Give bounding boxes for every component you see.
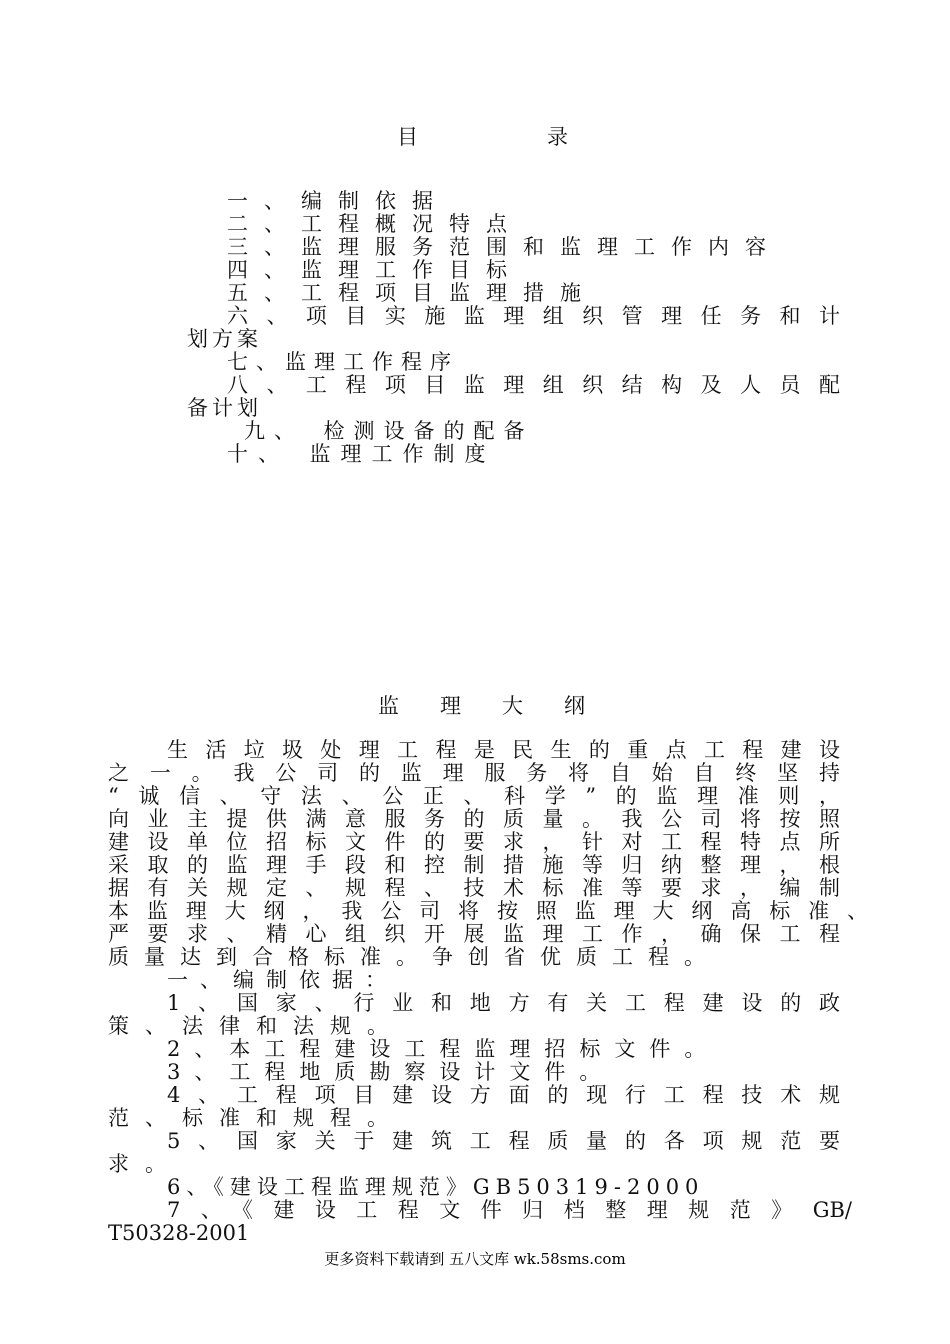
toc-item: 备计划 (187, 396, 262, 420)
paragraph-line: 生活垃圾处理工程是民生的重点工程建设 (167, 738, 840, 762)
outline-title: 监 理 大 纲 (378, 694, 595, 718)
toc-item: 四、监理工作目标 (227, 258, 523, 282)
basis-line: 7、《建设工程文件归档整理规范》GB/ (167, 1198, 852, 1222)
basis-line: 1、国家、行业和地方有关工程建设的政 (167, 991, 840, 1015)
toc-item: 十、 监理工作制度 (227, 442, 496, 466)
toc-title: 目 录 (397, 125, 572, 149)
basis-line: T50328-2001 (108, 1221, 250, 1245)
toc-item: 六、项目实施监理组织管理任务和计 (227, 304, 840, 328)
basis-line: 4、工程项目建设方面的现行工程技术规 (167, 1083, 840, 1107)
paragraph-line: 据有关规定、规程、技术标准等要求，编制 (108, 876, 840, 900)
paragraph-line: 建设单位招标文件的要求，针对工程特点所 (108, 830, 840, 854)
section-heading: 一、编制依据： (167, 968, 398, 992)
paragraph-line: “诚信、守法、公正、科学”的监理准则， (108, 784, 840, 808)
basis-line: 3、工程地质勘察设计文件。 (167, 1060, 615, 1084)
toc-item: 八、工程项目监理组织结构及人员配 (227, 373, 840, 397)
paragraph-line: 本监理大纲，我公司将按照监理大纲高标准、 (108, 899, 868, 923)
toc-item: 二、工程概况特点 (227, 212, 523, 236)
toc-item: 七、监理工作程序 (227, 350, 459, 374)
toc-item: 五、工程项目监理措施 (227, 281, 597, 305)
paragraph-line: 之一。我公司的监理服务将自始自终坚持 (108, 761, 840, 785)
basis-line: 范、标准和规程。 (108, 1106, 404, 1130)
basis-line: 5、国家关于建筑工程质量的各项规范要 (167, 1129, 840, 1153)
paragraph-line: 采取的监理手段和控制措施等归纳整理，根 (108, 853, 840, 877)
basis-line: 6、《建设工程监理规范》GB50319-2000 (167, 1175, 705, 1199)
paragraph-line: 向业主提供满意服务的质量。我公司将按照 (108, 807, 840, 831)
toc-item: 三、监理服务范围和监理工作内容 (227, 235, 782, 259)
basis-line: 求。 (108, 1152, 182, 1176)
toc-item: 一、编制依据 (227, 189, 449, 213)
basis-line: 策、法律和法规。 (108, 1014, 404, 1038)
toc-item: 划方案 (187, 327, 262, 351)
basis-line: 2、本工程建设工程监理招标文件。 (167, 1037, 720, 1061)
footer-note: 更多资料下载请到 五八文库 wk.58sms.com (324, 1250, 626, 1268)
paragraph-line: 质量达到合格标准。争创省优质工程。 (108, 945, 720, 969)
toc-item: 九、 检测设备的配备 (244, 419, 534, 443)
paragraph-line: 严要求、精心组织开展监理工作，确保工程 (108, 922, 840, 946)
